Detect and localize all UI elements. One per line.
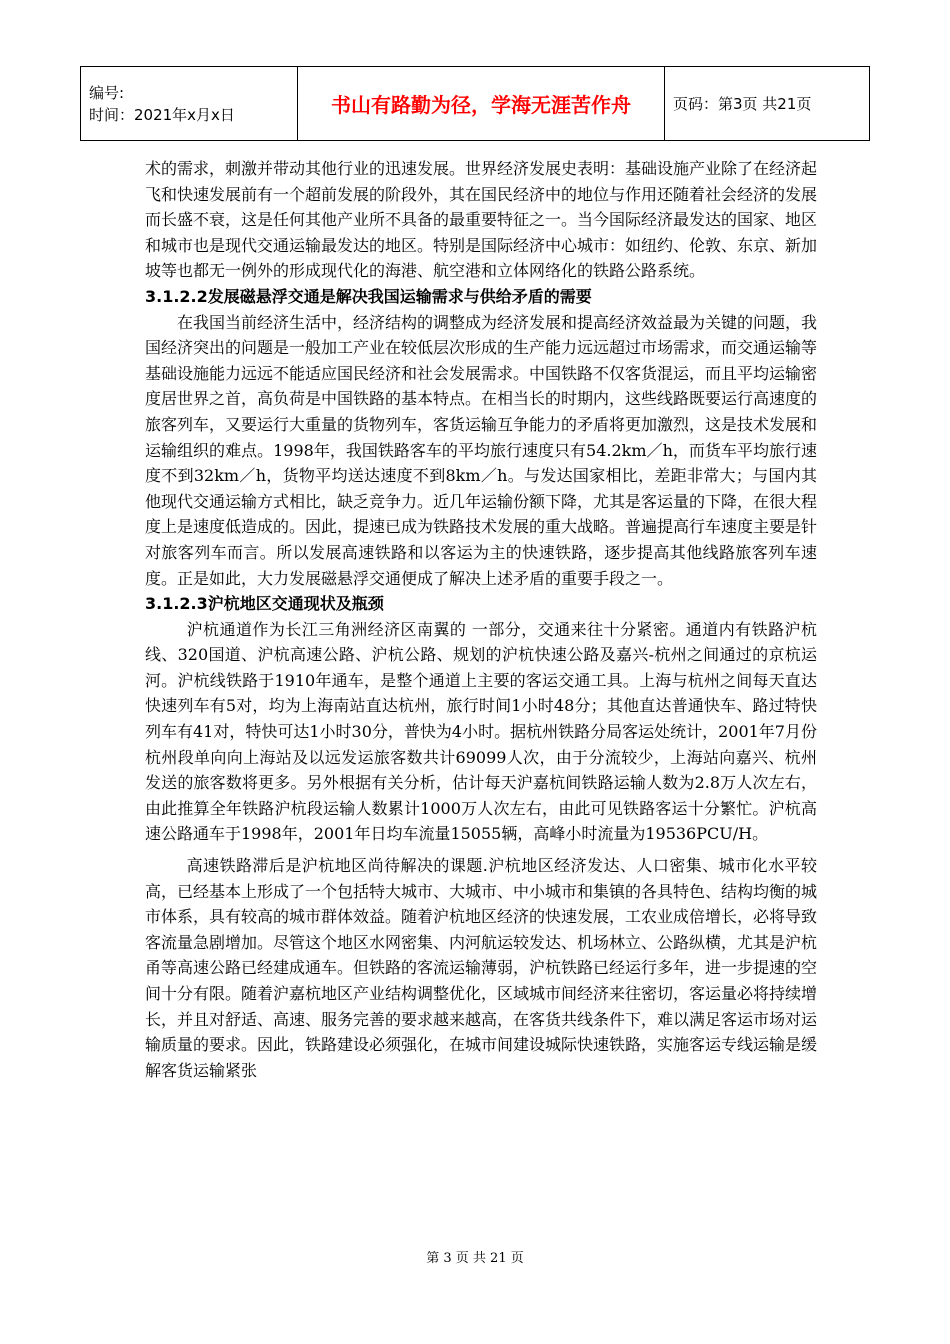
header-page-info: 页码：第3页 共21页 [665, 67, 870, 141]
body-paragraph: 术的需求，刺激并带动其他行业的迅速发展。世界经济发展史表明：基础设施产业除了在经济起飞和快速发展前有一个超前发展的阶段外，其在国民经济中的地位与作用还随着社会经济的发展而长盛不衰，这是任何其他产业所不具备的最重要特征之一。当今国际经济最发达的国家、地区和城市也是现代交通运输最发达的地区。特别是国际经济中心城市：如纽约、伦敦、东京、新加坡等也都无一例外的形成现代化的海港、航空港和立体网络化的铁路公路系统。 [145, 159, 818, 281]
section-heading-3-1-2-3: 3.1.2.3沪杭地区交通现状及瓶颈 [145, 594, 384, 614]
body-paragraph: 在我国当前经济生活中，经济结构的调整成为经济发展和提高经济效益最为关键的问题，我国经济突出的问题是一般加工产业在较低层次形成的生产能力远远超过市场需求，而交通运输等基础设施能力远远不能适应国民经济和社会发展需求。中国铁路不仅客货混运，而且平均运输密度居世界之首，高负荷是中国铁路的基本特点。在相当长的时期内，这些线路既要运行高速度的旅客列车，又要运行大重量的货物列车，客货运输互争能力的矛盾将更加激烈，这是技术发展和运输组织的难点。1998年，我国铁路客车的平均旅行速度只有54.2km／h，而货车平均旅行速度不到32km／h，货物平均送达速度不到8km／h。与发达国家相比，差距非常大；与国内其他现代交通运输方式相比，缺乏竞争力。近几年运输份额下降，尤其是客运量的下降，在很大程度上是速度低造成的。因此，提速已成为铁路技术发展的重大战略。普遍提高行车速度主要是针对旅客列车而言。所以发展高速铁路和以客运为主的快速铁路，逐步提高其他线路旅客列车速度。正是如此，大力发展磁悬浮交通便成了解决上述矛盾的重要手段之一。 [145, 312, 818, 588]
header-motto: 书山有路勤为径，学海无涯苦作舟 [298, 67, 665, 141]
document-time: 时间：2021年x月x日 [89, 105, 235, 124]
header-meta [81, 67, 298, 141]
section-heading-3-1-2-2: 3.1.2.2发展磁悬浮交通是解决我国运输需求与供给矛盾的需要 [145, 286, 592, 306]
document-number-label: 编号: [89, 83, 125, 102]
document-body [145, 156, 817, 1083]
page-footer: 第 3 页 共 21 页 [426, 1251, 524, 1266]
body-paragraph: 沪杭通道作为长江三角洲经济区南翼的 一部分，交通来往十分紧密。通道内有铁路沪杭线、320国道、沪杭高速公路、沪杭公路、规划的沪杭快速公路及嘉兴-杭州之间通过的京杭运河。沪杭线铁路于1910年通车，是整个通道上主要的客运交通工具。上海与杭州之间每天直达快速列车有5对，均为上海南站直达杭州，旅行时间1小时48分；其他直达普通快车、路过特快列车有41对，特快可达1小时30分，普快为4小时。据杭州铁路分局客运处统计，2001年7月份杭州段单向向上海站及以远发运旅客数共计69099人次，由于分流较少，上海站向嘉兴、杭州发送的旅客数将更多。另外根据有关分析，估计每天沪嘉杭间铁路运输人数为2.8万人次左右，由此推算全年铁路沪杭段运输人数累计1000万人次左右，由此可见铁路客运十分繁忙。沪杭高速公路通车于1998年，2001年日均车流量15055辆，高峰小时流量为19536PCU/H。 [145, 619, 817, 844]
body-paragraph: 高速铁路滞后是沪杭地区尚待解决的课题.沪杭地区经济发达、人口密集、城市化水平较高，已经基本上形成了一个包括特大城市、大城市、中小城市和集镇的各具特色、结构均衡的城市体系，具有较高的城市群体效益。随着沪杭地区经济的快速发展，工农业成倍增长，必将导致客流量急剧增加。尽管这个地区水网密集、内河航运较发达、机场林立、公路纵横，尤其是沪杭甬等高速公路已经建成通车。但铁路的客流运输薄弱，沪杭铁路已经运行多年，进一步提速的空间十分有限。随着沪嘉杭地区产业结构调整优化，区域城市间经济来往密切，客运量必将持续增长，并且对舒适、高速、服务完善的要求越来越高，在客货共线条件下，难以满足客运市场对运输质量的要求。因此，铁路建设必须强化，在城市间建设城际快速铁路，实施客运专线运输是缓解客货运输紧张 [145, 856, 818, 1080]
page-header [80, 66, 870, 141]
